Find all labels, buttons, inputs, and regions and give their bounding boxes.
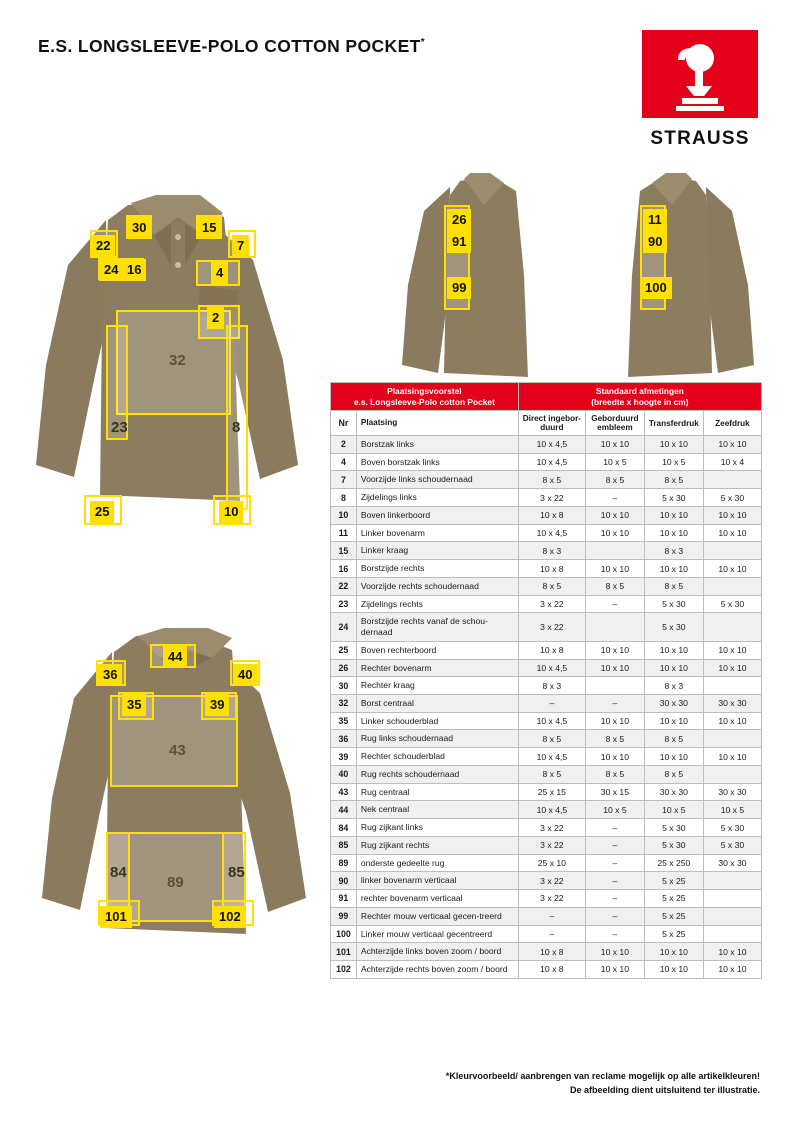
row-dimension-1: 10 x 8: [518, 961, 585, 979]
row-dimension-4: [703, 577, 761, 595]
row-dimension-2: –: [585, 907, 644, 925]
row-number: 101: [331, 943, 357, 961]
row-dimension-2: 10 x 10: [585, 712, 644, 730]
table-row: [331, 595, 762, 613]
row-dimension-1: 8 x 5: [518, 765, 585, 783]
row-placing: Zijdelings links: [356, 489, 518, 507]
row-dimension-1: 10 x 4,5: [518, 453, 585, 471]
row-dimension-2: –: [585, 836, 644, 854]
row-dimension-2: 8 x 5: [585, 730, 644, 748]
row-number: 43: [331, 783, 357, 801]
row-placing: Rug zijkant rechts: [356, 836, 518, 854]
column-header-nr: Nr: [331, 411, 357, 436]
row-dimension-1: 8 x 3: [518, 677, 585, 695]
row-dimension-2: 10 x 5: [585, 801, 644, 819]
row-dimension-1: 10 x 4,5: [518, 436, 585, 454]
marker-35: 35: [122, 694, 146, 716]
table-row: [331, 783, 762, 801]
row-dimension-3: 5 x 25: [644, 925, 703, 943]
row-dimension-4: 30 x 30: [703, 695, 761, 713]
row-dimension-2: –: [585, 819, 644, 837]
row-dimension-1: –: [518, 907, 585, 925]
row-number: 7: [331, 471, 357, 489]
row-dimension-3: 5 x 25: [644, 907, 703, 925]
row-dimension-1: 10 x 8: [518, 560, 585, 578]
marker-30: 30: [127, 217, 151, 239]
table-row: [331, 907, 762, 925]
row-dimension-1: 10 x 4,5: [518, 801, 585, 819]
column-header-direct-embroidery-l1: Direct ingebor-: [522, 414, 581, 423]
row-dimension-4: 10 x 10: [703, 560, 761, 578]
page-header: [0, 0, 794, 170]
shirt-front-view: [28, 165, 328, 555]
marker-85: 85: [228, 864, 245, 881]
row-dimension-4: 10 x 4: [703, 453, 761, 471]
row-number: 22: [331, 577, 357, 595]
row-dimension-4: 10 x 10: [703, 641, 761, 659]
row-dimension-4: 10 x 10: [703, 524, 761, 542]
row-dimension-2: 10 x 10: [585, 961, 644, 979]
row-number: 25: [331, 641, 357, 659]
row-placing: Voorzijde links schoudernaad: [356, 471, 518, 489]
marker-2: 2: [207, 307, 224, 329]
marker-40: 40: [233, 664, 257, 686]
placement-table-body: [331, 436, 762, 979]
row-dimension-4: [703, 542, 761, 560]
row-dimension-3: 30 x 30: [644, 783, 703, 801]
row-placing: Boven linkerboord: [356, 506, 518, 524]
table-row: [331, 765, 762, 783]
row-placing: Achterzijde rechts boven zoom / boord: [356, 961, 518, 979]
table-row: [331, 872, 762, 890]
marker-7: 7: [232, 235, 249, 257]
table-row: [331, 542, 762, 560]
row-placing: Borstzijde rechts vanaf de schou-dernaad: [356, 613, 518, 641]
table-row: [331, 506, 762, 524]
marker-36: 36: [98, 664, 122, 686]
row-number: 30: [331, 677, 357, 695]
row-dimension-1: 3 x 22: [518, 595, 585, 613]
row-dimension-2: 30 x 15: [585, 783, 644, 801]
row-number: 15: [331, 542, 357, 560]
row-dimension-4: 5 x 30: [703, 836, 761, 854]
table-row: [331, 677, 762, 695]
row-number: 26: [331, 659, 357, 677]
row-dimension-1: 10 x 8: [518, 943, 585, 961]
row-placing: Rechter mouw verticaal gecen-treerd: [356, 907, 518, 925]
table-row: [331, 577, 762, 595]
table-header-right-line2: (breedte x hoogte in cm): [591, 396, 689, 407]
row-dimension-3: 10 x 10: [644, 943, 703, 961]
row-dimension-2: 10 x 10: [585, 659, 644, 677]
row-number: 91: [331, 890, 357, 908]
row-dimension-1: 3 x 22: [518, 819, 585, 837]
row-placing: onderste gedeelte rug: [356, 854, 518, 872]
table-row: [331, 801, 762, 819]
row-dimension-4: 30 x 30: [703, 854, 761, 872]
table-row: [331, 836, 762, 854]
marker-16: 16: [122, 259, 146, 281]
marker-43: 43: [169, 742, 186, 759]
row-dimension-3: 5 x 25: [644, 890, 703, 908]
row-dimension-2: 8 x 5: [585, 577, 644, 595]
row-dimension-3: 5 x 30: [644, 819, 703, 837]
row-dimension-2: –: [585, 890, 644, 908]
strauss-logo-mark: [642, 30, 758, 118]
row-placing: Borstzak links: [356, 436, 518, 454]
row-dimension-1: 3 x 22: [518, 489, 585, 507]
row-placing: Rug zijkant links: [356, 819, 518, 837]
row-dimension-1: –: [518, 925, 585, 943]
row-number: 44: [331, 801, 357, 819]
row-number: 2: [331, 436, 357, 454]
row-number: 40: [331, 765, 357, 783]
row-dimension-1: 10 x 4,5: [518, 712, 585, 730]
row-placing: Rug centraal: [356, 783, 518, 801]
table-row: [331, 730, 762, 748]
column-header-direct-embroidery: [518, 411, 585, 436]
row-number: 90: [331, 872, 357, 890]
row-number: 8: [331, 489, 357, 507]
row-dimension-2: [585, 542, 644, 560]
row-dimension-3: 8 x 3: [644, 677, 703, 695]
table-header-red-row: [331, 383, 762, 411]
table-row: [331, 659, 762, 677]
marker-24: 24: [99, 259, 123, 281]
row-dimension-3: 8 x 5: [644, 577, 703, 595]
marker-10: 10: [219, 501, 243, 523]
row-placing: Rug links schoudernaad: [356, 730, 518, 748]
row-dimension-3: 25 x 250: [644, 854, 703, 872]
table-column-header-row: [331, 411, 762, 436]
row-dimension-3: 10 x 10: [644, 436, 703, 454]
marker-32: 32: [169, 352, 186, 369]
row-number: 39: [331, 748, 357, 766]
row-placing: Linker bovenarm: [356, 524, 518, 542]
row-dimension-4: 30 x 30: [703, 783, 761, 801]
footer-line-2: De afbeelding dient uitsluitend ter illustratie.: [569, 1084, 760, 1095]
shirt-side-right-view: [578, 165, 768, 380]
marker-84: 84: [110, 864, 127, 881]
row-dimension-3: 8 x 5: [644, 471, 703, 489]
row-dimension-4: 5 x 30: [703, 489, 761, 507]
row-dimension-2: 10 x 5: [585, 453, 644, 471]
row-dimension-2: –: [585, 489, 644, 507]
row-dimension-1: 10 x 8: [518, 506, 585, 524]
row-dimension-2: 10 x 10: [585, 506, 644, 524]
row-dimension-2: –: [585, 872, 644, 890]
row-dimension-1: 25 x 10: [518, 854, 585, 872]
row-placing: Rechter schouderblad: [356, 748, 518, 766]
row-dimension-1: 3 x 22: [518, 836, 585, 854]
row-dimension-1: 3 x 22: [518, 613, 585, 641]
row-placing: Rechter kraag: [356, 677, 518, 695]
footer-note: [446, 1070, 760, 1097]
row-placing: Achterzijde links boven zoom / boord: [356, 943, 518, 961]
row-dimension-4: [703, 730, 761, 748]
row-number: 35: [331, 712, 357, 730]
table-row: [331, 695, 762, 713]
strauss-emblem-icon: [642, 30, 758, 118]
marker-11: 11: [643, 209, 667, 231]
marker-39: 39: [205, 694, 229, 716]
row-number: 85: [331, 836, 357, 854]
row-dimension-2: –: [585, 854, 644, 872]
column-header-direct-embroidery-l2: duurd: [540, 423, 564, 432]
table-row: [331, 712, 762, 730]
row-dimension-3: 10 x 10: [644, 506, 703, 524]
row-dimension-4: 10 x 10: [703, 659, 761, 677]
row-dimension-1: –: [518, 695, 585, 713]
row-dimension-1: 8 x 5: [518, 471, 585, 489]
table-header-left-line1: Plaatsingsvoorstel: [387, 386, 462, 396]
row-dimension-3: 10 x 10: [644, 961, 703, 979]
shirt-side-left-view: [398, 165, 578, 380]
row-dimension-1: 10 x 8: [518, 641, 585, 659]
column-header-transfer-print: Transferdruk: [644, 411, 703, 436]
row-dimension-2: –: [585, 595, 644, 613]
marker-8: 8: [232, 419, 241, 436]
marker-4: 4: [211, 262, 228, 284]
table-row: [331, 925, 762, 943]
shirt-side-right-illustration: [578, 165, 768, 380]
marker-89: 89: [167, 874, 184, 891]
row-dimension-3: 5 x 30: [644, 836, 703, 854]
row-dimension-2: 10 x 10: [585, 748, 644, 766]
row-dimension-3: 10 x 10: [644, 560, 703, 578]
table-header-right-line1: Standaard afmetingen: [595, 386, 684, 396]
table-header-left: [331, 383, 519, 411]
table-row: [331, 489, 762, 507]
marker-23: 23: [111, 419, 128, 436]
row-dimension-3: 5 x 30: [644, 595, 703, 613]
row-dimension-4: [703, 765, 761, 783]
marker-22: 22: [91, 235, 115, 257]
row-dimension-4: 10 x 5: [703, 801, 761, 819]
marker-44: 44: [163, 646, 187, 668]
column-header-placing: Plaatsing: [356, 411, 518, 436]
row-placing: Linker schouderblad: [356, 712, 518, 730]
row-number: 4: [331, 453, 357, 471]
row-placing: Linker kraag: [356, 542, 518, 560]
row-dimension-3: 5 x 30: [644, 613, 703, 641]
table-row: [331, 613, 762, 641]
row-dimension-2: [585, 677, 644, 695]
row-dimension-3: 30 x 30: [644, 695, 703, 713]
row-number: 11: [331, 524, 357, 542]
page-title: [38, 36, 425, 57]
row-number: 100: [331, 925, 357, 943]
row-dimension-4: 10 x 10: [703, 748, 761, 766]
row-dimension-1: 10 x 4,5: [518, 659, 585, 677]
row-placing: linker bovenarm verticaal: [356, 872, 518, 890]
row-number: 102: [331, 961, 357, 979]
footer-line-1: *Kleurvoorbeeld/ aanbrengen van reclame mogelijk op alle artikelkleuren!: [445, 1071, 760, 1081]
row-dimension-3: 10 x 10: [644, 641, 703, 659]
row-dimension-4: 10 x 10: [703, 943, 761, 961]
row-number: 36: [331, 730, 357, 748]
marker-26: 26: [447, 209, 471, 231]
table-row: [331, 854, 762, 872]
table-row: [331, 961, 762, 979]
row-dimension-2: –: [585, 695, 644, 713]
page-title-asterisk: *: [420, 37, 426, 49]
row-dimension-2: 8 x 5: [585, 471, 644, 489]
row-dimension-1: 8 x 5: [518, 730, 585, 748]
row-dimension-4: [703, 890, 761, 908]
row-number: 24: [331, 613, 357, 641]
row-dimension-3: 10 x 10: [644, 659, 703, 677]
row-dimension-2: 10 x 10: [585, 943, 644, 961]
placement-table-wrapper: [330, 382, 762, 979]
row-placing: rechter bovenarm verticaal: [356, 890, 518, 908]
row-dimension-3: 8 x 5: [644, 765, 703, 783]
column-header-embroidered-emblem: [585, 411, 644, 436]
row-dimension-1: 3 x 22: [518, 890, 585, 908]
marker-15: 15: [197, 217, 221, 239]
brand-logo: [642, 30, 758, 150]
row-dimension-4: [703, 907, 761, 925]
row-dimension-1: 10 x 4,5: [518, 748, 585, 766]
row-dimension-4: [703, 471, 761, 489]
table-row: [331, 524, 762, 542]
row-dimension-1: 25 x 15: [518, 783, 585, 801]
marker-101: 101: [100, 906, 132, 928]
row-number: 23: [331, 595, 357, 613]
shirt-back-view: [38, 600, 328, 990]
table-row: [331, 943, 762, 961]
row-placing: Boven borstzak links: [356, 453, 518, 471]
row-placing: Linker mouw verticaal gecentreerd: [356, 925, 518, 943]
row-placing: Boven rechterboord: [356, 641, 518, 659]
row-dimension-3: 5 x 30: [644, 489, 703, 507]
column-header-embroidered-emblem-l1: Geborduurd: [591, 414, 639, 423]
row-dimension-4: 5 x 30: [703, 819, 761, 837]
row-dimension-4: [703, 613, 761, 641]
row-dimension-3: 8 x 3: [644, 542, 703, 560]
marker-91: 91: [447, 231, 471, 253]
marker-90: 90: [643, 231, 667, 253]
row-placing: Rug rechts schoudernaad: [356, 765, 518, 783]
row-placing: Rechter bovenarm: [356, 659, 518, 677]
row-dimension-1: 8 x 5: [518, 577, 585, 595]
row-number: 32: [331, 695, 357, 713]
row-dimension-3: 5 x 25: [644, 872, 703, 890]
row-dimension-4: [703, 677, 761, 695]
table-row: [331, 560, 762, 578]
row-dimension-4: 10 x 10: [703, 436, 761, 454]
row-placing: Nek centraal: [356, 801, 518, 819]
row-dimension-1: 3 x 22: [518, 872, 585, 890]
row-dimension-3: 10 x 10: [644, 712, 703, 730]
page-title-text: E.S. LONGSLEEVE-POLO COTTON POCKET: [38, 36, 421, 56]
row-dimension-3: 10 x 5: [644, 801, 703, 819]
marker-100: 100: [640, 277, 672, 299]
row-dimension-1: 10 x 4,5: [518, 524, 585, 542]
row-dimension-4: [703, 872, 761, 890]
table-row: [331, 471, 762, 489]
table-row: [331, 748, 762, 766]
row-dimension-4: [703, 925, 761, 943]
row-dimension-2: [585, 613, 644, 641]
row-dimension-4: 5 x 30: [703, 595, 761, 613]
table-header-left-line2: e.s. Longsleeve-Polo cotton Pocket: [353, 396, 495, 407]
row-dimension-2: 10 x 10: [585, 436, 644, 454]
table-row: [331, 453, 762, 471]
row-dimension-2: 10 x 10: [585, 641, 644, 659]
row-dimension-4: 10 x 10: [703, 712, 761, 730]
table-row: [331, 819, 762, 837]
placement-table: [330, 382, 762, 979]
row-number: 84: [331, 819, 357, 837]
column-header-embroidered-emblem-l2: embleem: [597, 423, 633, 432]
shirt-side-left-illustration: [398, 165, 578, 380]
marker-102: 102: [214, 906, 246, 928]
row-dimension-2: 10 x 10: [585, 560, 644, 578]
row-number: 89: [331, 854, 357, 872]
row-placing: Borstzijde rechts: [356, 560, 518, 578]
marker-25: 25: [90, 501, 114, 523]
row-dimension-4: 10 x 10: [703, 506, 761, 524]
placement-table-head: [331, 383, 762, 436]
row-dimension-1: 8 x 3: [518, 542, 585, 560]
row-dimension-3: 10 x 10: [644, 748, 703, 766]
row-number: 99: [331, 907, 357, 925]
marker-99: 99: [447, 277, 471, 299]
row-dimension-4: 10 x 10: [703, 961, 761, 979]
row-number: 16: [331, 560, 357, 578]
column-header-screen-print: Zeefdruk: [703, 411, 761, 436]
row-dimension-2: 8 x 5: [585, 765, 644, 783]
row-dimension-3: 10 x 10: [644, 524, 703, 542]
row-placing: Zijdelings rechts: [356, 595, 518, 613]
row-number: 10: [331, 506, 357, 524]
row-dimension-3: 8 x 5: [644, 730, 703, 748]
row-placing: Voorzijde rechts schoudernaad: [356, 577, 518, 595]
row-dimension-2: 10 x 10: [585, 524, 644, 542]
table-row: [331, 641, 762, 659]
row-placing: Borst centraal: [356, 695, 518, 713]
table-header-right: [518, 383, 761, 411]
table-row: [331, 890, 762, 908]
table-row: [331, 436, 762, 454]
row-dimension-2: –: [585, 925, 644, 943]
brand-name: STRAUSS: [650, 128, 750, 149]
row-dimension-3: 10 x 5: [644, 453, 703, 471]
